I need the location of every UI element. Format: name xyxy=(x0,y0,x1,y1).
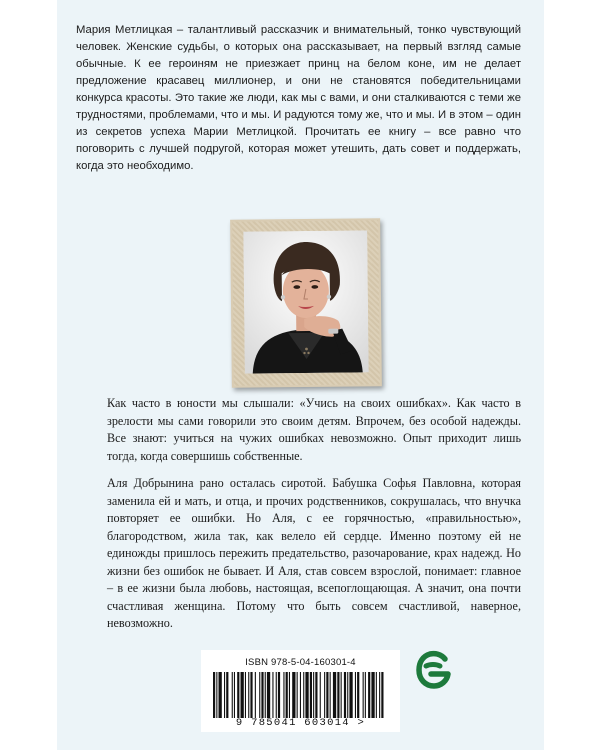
eksmo-logo-icon xyxy=(415,650,453,690)
barcode-bar xyxy=(265,672,266,718)
barcode-bar xyxy=(371,672,374,718)
barcode-bar xyxy=(272,672,273,718)
barcode-bar xyxy=(237,672,239,718)
barcode-bars xyxy=(213,672,388,718)
barcode-bar xyxy=(300,672,301,718)
barcode-bar xyxy=(315,672,317,718)
synopsis-paragraph: Как часто в юности мы слышали: «Учись на своих ошибках». Как часто в зрелости мы сами говорили это своим детям. Впрочем, без особой надежды. Все знают: учиться на чужих ошибках невозможно. Опыт приходит лишь тогда, когда совершишь собственные. xyxy=(107,396,521,463)
barcode-bar xyxy=(250,672,252,718)
barcode-bar xyxy=(219,672,222,718)
barcode-bar xyxy=(259,672,260,718)
barcode-bar xyxy=(379,672,380,718)
barcode-bar xyxy=(355,672,356,718)
barcode-bar xyxy=(363,672,364,718)
barcode-bar xyxy=(333,672,336,718)
barcode-bar xyxy=(313,672,314,718)
barcode-bar xyxy=(224,672,225,718)
barcode-bar xyxy=(310,672,312,718)
synopsis-paragraph: Аля Добрынина рано осталась сиротой. Бабушка Софья Павловна, которая заменила ей и мать, и отца, и прочих родственников, сокрушалась, что внучка повторяет ее ошибки. Но Аля, с ее горячностью, «правильностью», благородством, жила так, как велело ей сердце. Именно поэтому ей не единожды пришлось пережить предательство, разочарование, крах надежд. Но жизни без ошибок не бывает. И Аля, став совсем взрослой, понимает: главное – в ее жизни была любовь, настоящая, всепоглощающая. А значит, она почти счастливая женщина. Потому что быть совсем счастливой, наверное, невозможно. xyxy=(107,476,521,630)
author-photo-frame xyxy=(230,218,382,388)
barcode-bar xyxy=(241,672,244,718)
barcode-bar xyxy=(245,672,246,718)
barcode-bar xyxy=(248,672,249,718)
barcode-bar xyxy=(326,672,328,718)
barcode-bar xyxy=(368,672,370,718)
back-cover xyxy=(57,0,544,750)
isbn-text: ISBN 978-5-04-160301-4 xyxy=(245,657,356,668)
barcode-bar xyxy=(320,672,321,718)
barcode-bar xyxy=(297,672,298,718)
author-photo xyxy=(243,230,368,373)
author-bio: Мария Метлицкая – талантливый рассказчик и внимательный, тонко чувствующий человек. Женские судьбы, о которых она рассказывает, на первый взгляд самые обычные. К ее героиням не приезжает принц на белом коне, им не делает предложение красавец миллионер, и они не становятся победительницами конкурса красоты. Это такие же люди, как мы с вами, и они сталкиваются с теми же трудностями, проблемами, что и мы. И радуются тому же, что и мы. И в этом – один из секретов успеха Марии Метлицкой. Прочитать ее книгу – все равно что поговорить с лучшей подругой, которая может утешить, дать совет и поддержать, когда это необходимо. xyxy=(76,24,521,172)
book-synopsis xyxy=(107,395,521,633)
barcode-bar xyxy=(267,672,270,718)
barcode-bar xyxy=(376,672,377,718)
barcode-bar xyxy=(261,672,263,718)
barcode-bar xyxy=(216,672,217,718)
barcode-bar xyxy=(234,672,235,718)
barcode-bar xyxy=(330,672,331,718)
barcode-bar xyxy=(292,672,295,718)
barcode-bar xyxy=(341,672,342,718)
barcode-bar xyxy=(305,672,308,718)
barcode-bar xyxy=(289,672,290,718)
barcode-bar xyxy=(344,672,346,718)
barcode-bar xyxy=(347,672,348,718)
barcode-bar xyxy=(324,672,325,718)
barcode-bar xyxy=(349,672,352,718)
barcode-bar xyxy=(226,672,228,718)
barcode-digits: 9 785041 603014 > xyxy=(235,717,366,729)
barcode-bar xyxy=(357,672,359,718)
barcode-bar xyxy=(278,672,280,718)
barcode-bar xyxy=(303,672,304,718)
barcode-bar xyxy=(213,672,215,718)
barcode-label xyxy=(201,650,400,732)
barcode-bar xyxy=(232,672,233,718)
barcode-bar xyxy=(255,672,256,718)
barcode-bar xyxy=(381,672,383,718)
barcode-bar xyxy=(276,672,277,718)
barcode-bar xyxy=(337,672,339,718)
barcode-bar xyxy=(365,672,366,718)
barcode-bar xyxy=(286,672,288,718)
barcode-bar xyxy=(283,672,284,718)
